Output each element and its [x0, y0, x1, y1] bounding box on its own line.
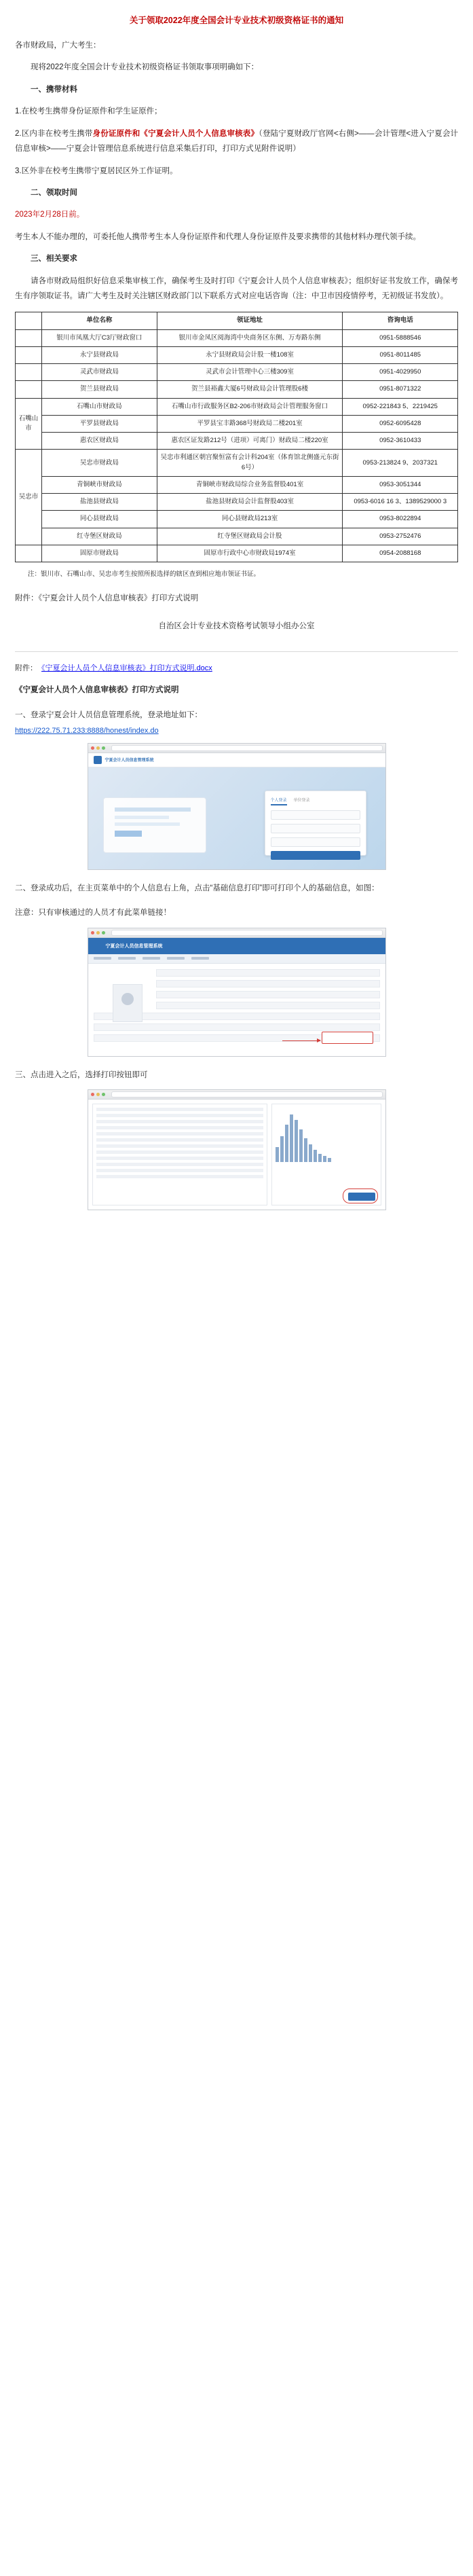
table-cell-tel: 0952-3610433	[343, 433, 458, 450]
info-row	[94, 1023, 380, 1031]
table-row	[16, 415, 458, 432]
attachment-list-label: 附件：	[15, 664, 37, 673]
table-row	[16, 476, 458, 493]
preview-line	[96, 1169, 263, 1172]
table-cell-region	[16, 346, 42, 363]
nav-item[interactable]	[191, 957, 209, 960]
section-1-heading: 一、携带材料	[31, 85, 77, 94]
section-1-item-2	[15, 126, 458, 157]
document-preview	[92, 1104, 267, 1205]
section-3-text: 请各市财政局组织好信息采集审核工作，确保考生及时打印《宁夏会计人员个人信息审核表》；组织好证书发放工作，确保考生有序领取证书。请广大考生及时关注辖区财政部门以下联系方式对应电话咨询（注：中卫市因疫情停考，无初级证书发放）。	[15, 276, 458, 301]
address-bar[interactable]	[111, 745, 383, 751]
system-home-screenshot	[88, 928, 386, 1057]
site-logo-icon	[94, 756, 102, 764]
contact-table	[15, 312, 458, 562]
print-preview-screenshot	[88, 1089, 386, 1210]
nav-item[interactable]	[94, 957, 111, 960]
minimize-icon	[96, 746, 100, 750]
maximize-icon	[102, 931, 105, 935]
table-cell-address: 灵武市会计管理中心三楼309室	[157, 364, 343, 381]
table-row	[16, 450, 458, 477]
table-cell-address: 盐池县财政局会计监督股403室	[157, 494, 343, 511]
attachment-file-link[interactable]: 《宁夏会计人员个人信息审核表》打印方式说明.docx	[41, 664, 212, 673]
table-cell-unit: 永宁县财政局	[42, 346, 157, 363]
table-note: 注：银川市、石嘴山市、吴忠市考生按照所报选择的辖区查到相应地市领证书证。	[28, 570, 261, 579]
table-header-tel: 咨询电话	[343, 312, 458, 329]
preview-line	[96, 1114, 263, 1117]
minimize-icon	[96, 1093, 100, 1096]
system-nav-bar	[88, 954, 385, 964]
table-cell-region	[16, 381, 42, 398]
close-icon	[91, 931, 94, 935]
table-cell-address: 吴忠市利通区朝宫聚恒富有会计科204室（体育馆北侧盛元东街6号）	[157, 450, 343, 477]
table-cell-address: 永宁县财政局会计股一楼108室	[157, 346, 343, 363]
table-row	[16, 381, 458, 398]
info-row	[156, 991, 380, 998]
table-cell-tel: 0951-5888546	[343, 329, 458, 346]
table-cell-tel: 0951-8071322	[343, 381, 458, 398]
table-cell-address: 青铜峡市财政局综合业务监督股401室	[157, 476, 343, 493]
site-logo-text: 宁夏会计人员信息管理系统	[105, 759, 154, 763]
browser-chrome-bar	[88, 744, 385, 753]
document-page	[0, 0, 473, 1241]
system-logo-icon	[94, 942, 102, 950]
section-2-text: 考生本人不能办理的，可委托他人携带考生本人身份证原件和代理人身份证原件及要求携带的其他材料办理代领手续。	[15, 232, 421, 241]
password-input[interactable]	[271, 824, 360, 833]
table-cell-region: 石嘴山市	[16, 398, 42, 450]
maximize-icon	[102, 746, 105, 750]
annotation-arrow-icon	[282, 1040, 320, 1041]
preview-line	[96, 1163, 263, 1166]
preview-line	[96, 1175, 263, 1178]
table-cell-tel: 0953-8022894	[343, 511, 458, 528]
table-cell-address: 同心县财政局213室	[157, 511, 343, 528]
site-header	[88, 753, 385, 767]
section-1-item-1: 1.在校考生携带身份证原件和学生证原件；	[15, 107, 162, 116]
table-row	[16, 346, 458, 363]
table-cell-tel: 0953-3051344	[343, 476, 458, 493]
table-row	[16, 528, 458, 545]
tab-personal-login[interactable]: 个人登录	[271, 797, 287, 805]
table-header-unit: 单位名称	[42, 312, 157, 329]
table-cell-unit: 银川市凤凰大厅C3厅财政窗口	[42, 329, 157, 346]
table-cell-unit: 盐池县财政局	[42, 494, 157, 511]
login-hero	[88, 767, 385, 869]
table-row	[16, 433, 458, 450]
preview-line	[96, 1132, 263, 1136]
preview-line	[96, 1120, 263, 1123]
browser-chrome-bar	[88, 928, 385, 938]
table-cell-tel: 0951-8011485	[343, 346, 458, 363]
system-header-title: 宁夏会计人员信息管理系统	[105, 943, 163, 949]
table-cell-region	[16, 364, 42, 381]
guide-step-2-note: 注意：只有审核通过的人员才有此菜单链接！	[15, 909, 171, 918]
system-login-link[interactable]: https://222.75.71.233:8888/honest/index.do	[15, 726, 159, 735]
signature-organization: 自治区会计专业技术资格考试领导小组办公室	[158, 621, 315, 630]
hero-illustration	[103, 797, 206, 853]
system-header	[88, 938, 385, 954]
browser-chrome-bar	[88, 1090, 385, 1100]
section-2-heading: 二、领取时间	[31, 188, 77, 197]
print-dialog-body	[88, 1100, 385, 1210]
table-cell-region	[16, 329, 42, 346]
table-cell-unit: 红寺堡区财政局	[42, 528, 157, 545]
table-cell-unit: 吴忠市财政局	[42, 450, 157, 477]
section-2-date: 2023年2月28日前。	[15, 211, 85, 219]
preview-line	[96, 1138, 263, 1142]
table-cell-unit: 石嘴山市财政局	[42, 398, 157, 415]
preview-line	[96, 1126, 263, 1129]
table-row	[16, 364, 458, 381]
table-cell-address: 红寺堡区财政局会计股	[157, 528, 343, 545]
table-cell-unit: 青铜峡市财政局	[42, 476, 157, 493]
preview-thumbnail	[276, 1114, 377, 1162]
table-cell-unit: 固原市财政局	[42, 545, 157, 562]
close-icon	[91, 746, 94, 750]
guide-step-1: 一、登录宁夏会计人员信息管理系统，登录地址如下：	[15, 710, 202, 719]
personal-info-panel	[88, 964, 385, 1056]
table-cell-unit: 灵武市财政局	[42, 364, 157, 381]
table-row	[16, 398, 458, 415]
table-cell-tel: 0951-4029950	[343, 364, 458, 381]
table-cell-address: 石嘴山市行政服务区B2-206市财政局会计管理服务窗口	[157, 398, 343, 415]
intro-paragraph: 现将2022年度全国会计专业技术初级资格证书领取事项明确如下：	[31, 63, 259, 72]
table-cell-region: 吴忠市	[16, 450, 42, 545]
table-cell-address: 惠农区证发路212号（进项）可离门）财政局二楼220室	[157, 433, 343, 450]
annotation-highlight	[343, 1189, 378, 1203]
login-page-screenshot	[88, 743, 386, 870]
guide-step-2: 二、登录成功后，在主页菜单中的个人信息右上角，点击“基础信息打印”即可打印个人的基础信息，如图：	[15, 884, 379, 892]
login-button[interactable]	[271, 851, 360, 860]
signature-block	[15, 619, 458, 634]
info-row	[156, 969, 380, 977]
table-cell-tel: 0952-6095428	[343, 415, 458, 432]
table-cell-address: 平罗县宝丰路368号财政局二楼201室	[157, 415, 343, 432]
table-cell-unit: 同心县财政局	[42, 511, 157, 528]
table-cell-address: 固原市行政中心市财政局1974室	[157, 545, 343, 562]
maximize-icon	[102, 1093, 105, 1096]
section-1-item-3: 3.区外非在校考生携带宁夏居民区外工作证明。	[15, 166, 178, 175]
guide-step-3: 三、点击进入之后，选择打印按钮即可	[15, 1070, 148, 1079]
table-row	[16, 545, 458, 562]
preview-line	[96, 1144, 263, 1148]
captcha-input[interactable]	[271, 837, 360, 847]
close-icon	[91, 1093, 94, 1096]
tab-unit-login[interactable]: 单位登录	[293, 798, 310, 803]
table-cell-address: 银川市金凤区阅海湾中央商务区东侧、万寿路东侧	[157, 329, 343, 346]
table-header-address: 领证地址	[157, 312, 343, 329]
username-input[interactable]	[271, 810, 360, 820]
login-tabs	[271, 797, 360, 805]
table-cell-tel: 0953-213824 9、2037321	[343, 450, 458, 477]
nav-item[interactable]	[118, 957, 136, 960]
table-cell-unit: 贺兰县财政局	[42, 381, 157, 398]
attachment-list	[15, 661, 458, 676]
info-row	[156, 980, 380, 987]
table-cell-tel: 0952-221843 5、2219425	[343, 398, 458, 415]
basic-info-print-button[interactable]	[322, 1032, 373, 1044]
table-cell-unit: 惠农区财政局	[42, 433, 157, 450]
section-1-item-2-part-c: （登陆宁夏财政厅官网<右侧>——会计管理<进入宁夏会计信息审核>——宁夏会计管理信息系统进行信息采集后打印，打印方式见附件说明）	[15, 129, 458, 153]
table-cell-tel: 0954-2088168	[343, 545, 458, 562]
nav-item[interactable]	[167, 957, 185, 960]
table-cell-tel: 0953-6016 16 3、1389529000 3	[343, 494, 458, 511]
minimize-icon	[96, 931, 100, 935]
table-row	[16, 329, 458, 346]
section-1-item-2-part-a: 2.区内非在校考生携带	[15, 129, 93, 138]
preview-line	[96, 1150, 263, 1154]
guide-title: 《宁夏会计人员个人信息审核表》打印方式说明	[15, 686, 179, 695]
login-form-card	[265, 791, 366, 856]
table-cell-tel: 0953-2752476	[343, 528, 458, 545]
address-bar[interactable]	[111, 1091, 383, 1097]
print-options-panel	[271, 1104, 381, 1205]
table-cell-address: 贺兰县裕鑫大厦6号财政局会计管理股6楼	[157, 381, 343, 398]
address-bar[interactable]	[111, 930, 383, 936]
salutation: 各市财政局，广大考生：	[15, 41, 101, 50]
table-cell-region	[16, 545, 42, 562]
section-1-item-2-highlight: 身份证原件和《宁夏会计人员个人信息审核表》	[92, 129, 259, 138]
attachment-reference: 附件：《宁夏会计人员个人信息审核表》打印方式说明	[15, 594, 199, 603]
section-3-heading: 三、相关要求	[31, 255, 77, 264]
table-header-region	[16, 312, 42, 329]
preview-line	[96, 1157, 263, 1160]
table-header-row	[16, 312, 458, 329]
table-cell-unit: 平罗县财政局	[42, 415, 157, 432]
section-divider	[15, 651, 458, 652]
table-row	[16, 494, 458, 511]
table-row	[16, 511, 458, 528]
page-title: 关于领取2022年度全国会计专业技术初级资格证书的通知	[129, 16, 344, 25]
nav-item[interactable]	[143, 957, 160, 960]
avatar	[113, 984, 143, 1022]
preview-line	[96, 1108, 263, 1111]
info-row	[156, 1002, 380, 1009]
